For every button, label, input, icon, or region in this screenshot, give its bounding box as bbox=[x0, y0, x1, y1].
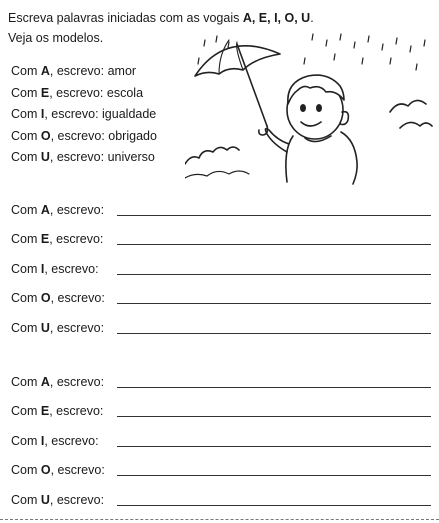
answer-line[interactable] bbox=[117, 274, 431, 275]
exercise-row: Com I, escrevo: bbox=[11, 426, 431, 455]
answer-line[interactable] bbox=[117, 303, 431, 304]
instruction-line-1: Escreva palavras iniciadas com as vogais A, E, I, O, U. bbox=[8, 11, 314, 25]
answer-line[interactable] bbox=[117, 244, 431, 245]
exercise-group-2 bbox=[11, 367, 431, 514]
exercise-row: Com I, escrevo: bbox=[11, 254, 431, 283]
exercise-group-1 bbox=[11, 195, 431, 342]
example-row: Com O, escrevo: obrigado bbox=[11, 128, 157, 143]
examples-list bbox=[11, 64, 157, 172]
boy-with-umbrella-illustration bbox=[185, 28, 435, 188]
answer-line[interactable] bbox=[117, 387, 431, 388]
exercise-row: Com E, escrevo: bbox=[11, 396, 431, 425]
exercise-row: Com O, escrevo: bbox=[11, 455, 431, 484]
exercise-row: Com O, escrevo: bbox=[11, 283, 431, 312]
exercise-row: Com U, escrevo: bbox=[11, 313, 431, 342]
answer-line[interactable] bbox=[117, 475, 431, 476]
answer-line[interactable] bbox=[117, 215, 431, 216]
answer-line[interactable] bbox=[117, 416, 431, 417]
exercise-row: Com U, escrevo: bbox=[11, 485, 431, 514]
answer-line[interactable] bbox=[117, 333, 431, 334]
vowels-list: A, E, I, O, U bbox=[242, 11, 311, 25]
example-row: Com A, escrevo: amor bbox=[11, 64, 137, 78]
answer-line[interactable] bbox=[117, 505, 431, 506]
example-row: Com E, escrevo: escola bbox=[11, 85, 144, 100]
exercise-row: Com E, escrevo: bbox=[11, 224, 431, 253]
instruction-line-2: Veja os modelos. bbox=[8, 31, 104, 45]
example-row: Com I, escrevo: igualdade bbox=[11, 107, 157, 121]
answer-line[interactable] bbox=[117, 446, 431, 447]
page-bottom-border bbox=[0, 519, 439, 520]
example-row: Com U, escrevo: universo bbox=[11, 150, 155, 164]
exercise-row: Com A, escrevo: bbox=[11, 367, 431, 396]
exercise-row: Com A, escrevo: bbox=[11, 195, 431, 224]
